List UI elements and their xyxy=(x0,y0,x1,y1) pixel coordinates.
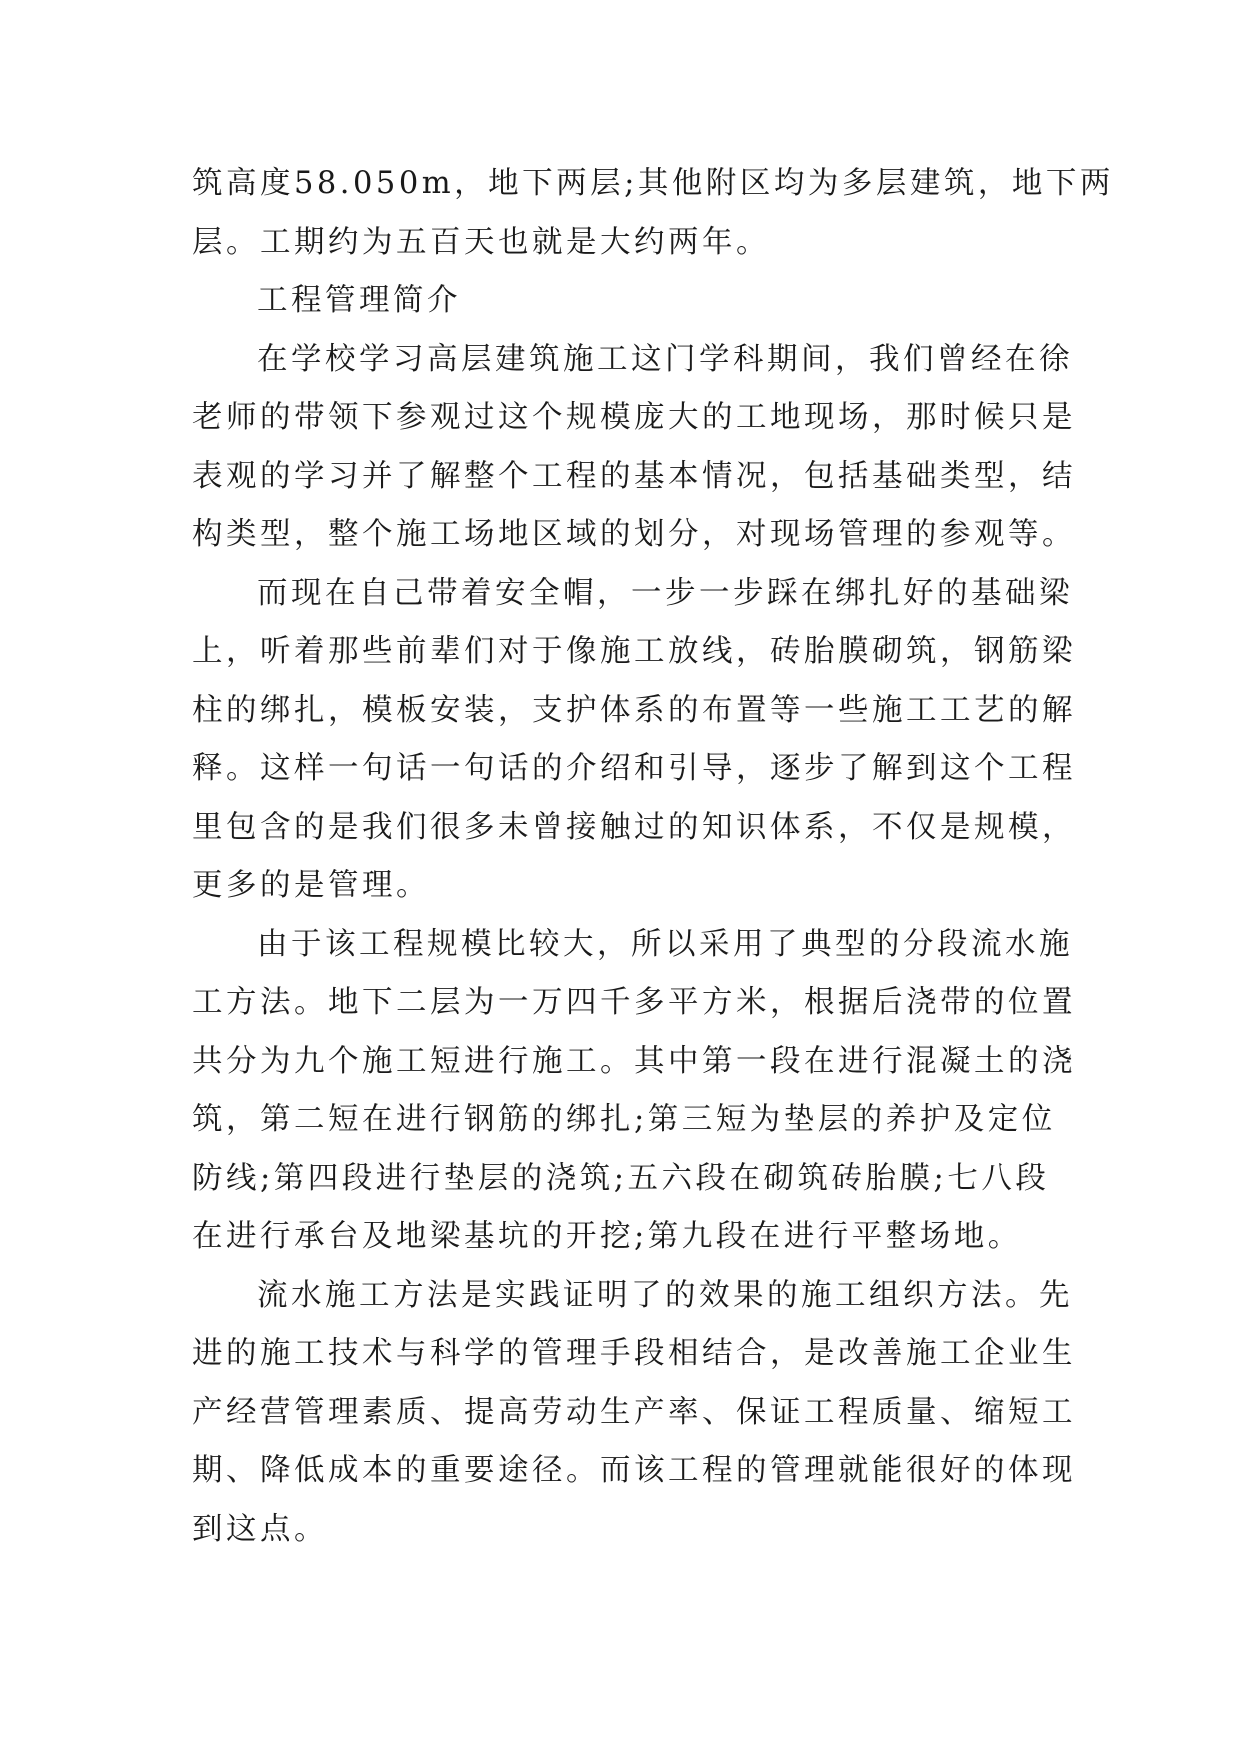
text-line: 筑，第二短在进行钢筋的绑扎;第三短为垫层的养护及定位 xyxy=(192,1102,1056,1137)
text-line: 柱的绑扎，模板安装，支护体系的布置等一些施工工艺的解 xyxy=(192,692,1076,728)
text-line: 层。工期约为五百天也就是大约两年。 xyxy=(192,224,770,260)
text-line: 工方法。地下二层为一万四千多平方米，根据后浇带的位置 xyxy=(192,985,1076,1020)
text-line: 在进行承台及地梁基坑的开挖;第九段在进行平整场地。 xyxy=(192,1219,1022,1254)
text-line: 进的施工技术与科学的管理手段相结合，是改善施工企业生 xyxy=(192,1336,1076,1371)
document-page xyxy=(192,155,1114,1559)
paragraph-first-line: 流水施工方法是实践证明了的效果的施工组织方法。先 xyxy=(257,1277,1073,1313)
text-line: 释。这样一句话一句话的介绍和引导，逐步了解到这个工程 xyxy=(192,751,1076,786)
text-line: 到这点。 xyxy=(192,1511,328,1547)
text-line: 产经营管理素质、提高劳动生产率、保证工程质量、缩短工 xyxy=(192,1394,1076,1430)
text-line: 共分为九个施工短进行施工。其中第一段在进行混凝土的浇 xyxy=(192,1043,1076,1079)
text-line: 上，听着那些前辈们对于像施工放线，砖胎膜砌筑，钢筋梁 xyxy=(192,634,1076,669)
text-line: 表观的学习并了解整个工程的基本情况，包括基础类型，结 xyxy=(192,458,1076,494)
text-line: 老师的带领下参观过这个规模庞大的工地现场，那时候只是 xyxy=(192,400,1076,435)
section-heading: 工程管理简介 xyxy=(257,283,461,318)
paragraph-first-line: 在学校学习高层建筑施工这门学科期间，我们曾经在徐 xyxy=(257,341,1073,377)
text-line: 里包含的是我们很多未曾接触过的知识体系，不仅是规模， xyxy=(192,809,1076,845)
paragraph-first-line: 由于该工程规模比较大，所以采用了典型的分段流水施 xyxy=(257,926,1073,962)
text-line: 筑高度58.050m，地下两层;其他附区均为多层建筑，地下两 xyxy=(192,166,1114,201)
text-line: 防线;第四段进行垫层的浇筑;五六段在砌筑砖胎膜;七八段 xyxy=(192,1160,1050,1196)
text-line: 期、降低成本的重要途径。而该工程的管理就能很好的体现 xyxy=(192,1453,1076,1488)
text-line: 更多的是管理。 xyxy=(192,868,430,903)
paragraph-first-line: 而现在自己带着安全帽，一步一步踩在绑扎好的基础梁 xyxy=(257,575,1073,611)
text-line: 构类型，整个施工场地区域的划分，对现场管理的参观等。 xyxy=(192,517,1076,552)
